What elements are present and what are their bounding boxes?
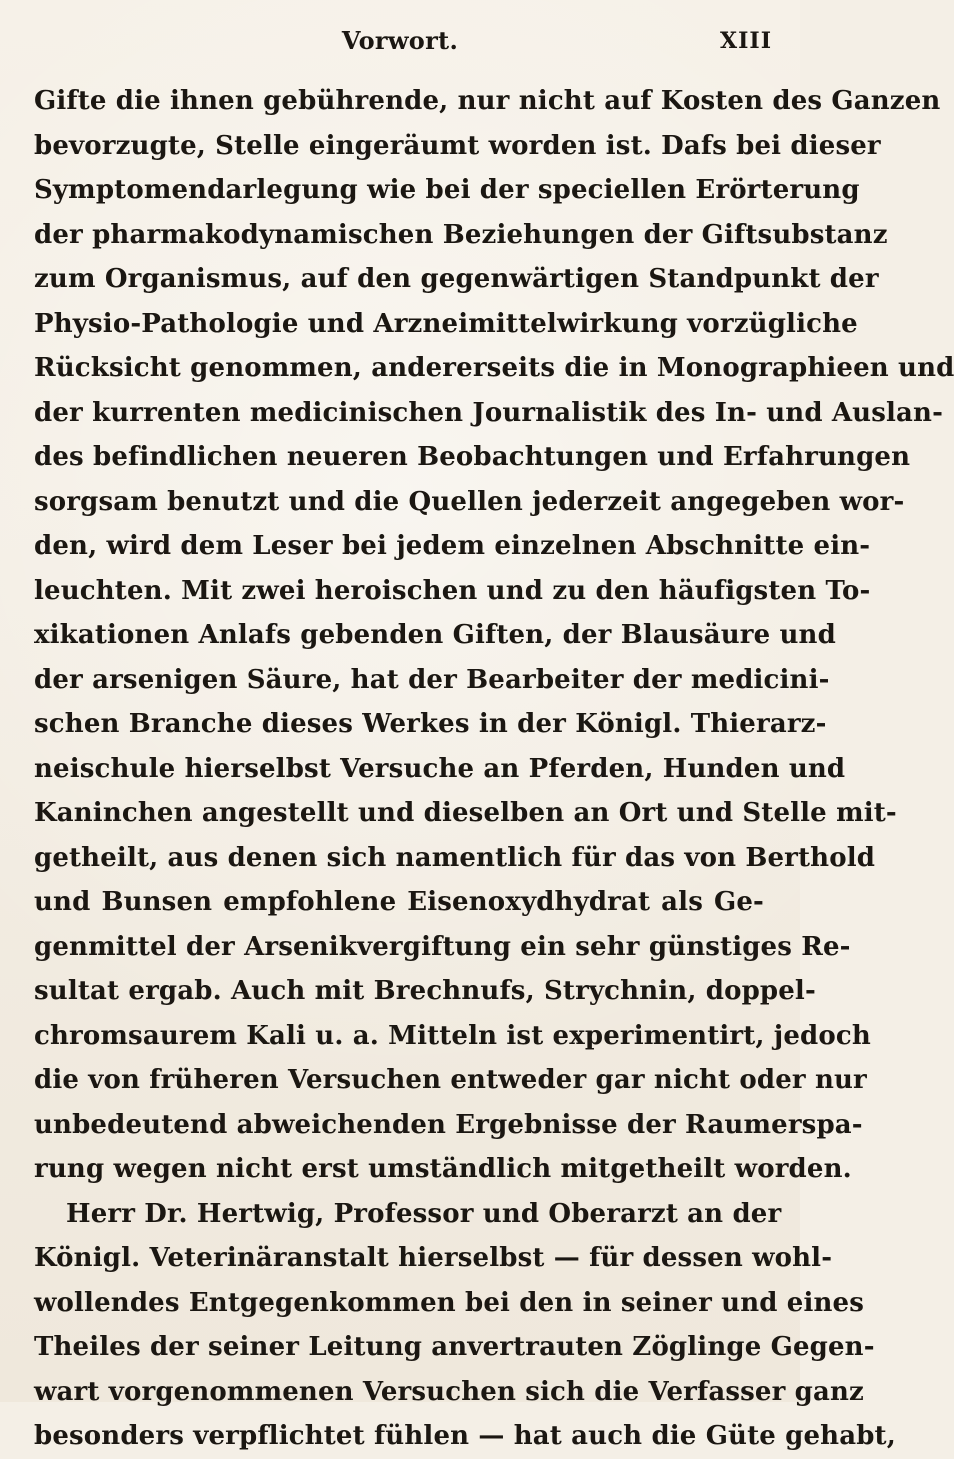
text-line: den, wird dem Leser bei jedem einzelnen Abschnitte ein- [34, 531, 871, 561]
text-line: rung wegen nicht erst umständlich mitgetheilt worden. [34, 1154, 852, 1184]
text-line: Theiles der seiner Leitung anvertrauten Zöglinge Gegen- [34, 1332, 875, 1362]
page-number: XIII [720, 28, 772, 54]
text-line: wollendes Entgegenkommen bei den in seiner und eines [34, 1287, 865, 1318]
text-line: Gifte die ihnen gebührende, nur nicht auf Kosten des Ganzen [34, 86, 941, 116]
text-line: besonders verpflichtet fühlen — hat auch die Güte gehabt, [34, 1421, 896, 1451]
running-title: Vorwort. [341, 26, 459, 55]
text-line: des befindlichen neueren Beobachtungen und Erfahrungen [34, 442, 911, 472]
text-line: Königl. Veterinäranstalt hierselbst — für dessen wohl- [34, 1243, 833, 1273]
text-line: chromsaurem Kali u. a. Mitteln ist experimentirt, jedoch [34, 1020, 871, 1051]
text-line: der kurrenten medicinischen Journalistik des In- und Auslan- [34, 397, 944, 428]
text-line: Herr Dr. Hertwig, Professor und Oberarzt an der [66, 1198, 782, 1229]
running-head [0, 26, 800, 66]
text-line: Physio-Pathologie und Arzneimittelwirkung vorzügliche [34, 308, 858, 339]
text-line: sorgsam benutzt und die Quellen jederzeit angegeben wor- [34, 486, 905, 517]
text-line: Rücksicht genommen, andererseits die in Monographieen und [34, 353, 954, 383]
text-line: unbedeutend abweichenden Ergebnisse der Raumerspa- [34, 1109, 863, 1140]
text-line: xikationen Anlafs gebenden Giften, der Blausäure und [34, 620, 836, 650]
text-line: der arsenigen Säure, hat der Bearbeiter der medicini- [34, 664, 830, 695]
text-line: wart vorgenommenen Versuchen sich die Verfasser ganz [34, 1376, 864, 1407]
text-line: der pharmakodynamischen Beziehungen der Giftsubstanz [34, 219, 888, 250]
text-line: schen Branche dieses Werkes in der Königl. Thierarz- [34, 709, 827, 739]
text-line: leuchten. Mit zwei heroischen und zu den häufigsten To- [34, 575, 871, 606]
body-text [34, 79, 954, 1459]
text-line: neischule hierselbst Versuche an Pferden, Hunden und [34, 753, 846, 784]
text-line: die von früheren Versuchen entweder gar nicht oder nur [34, 1065, 867, 1095]
text-line: und Bunsen empfohlene Eisenoxydhydrat als Ge- [34, 887, 764, 917]
text-line: Symptomendarlegung wie bei der speciellen Erörterung [34, 175, 860, 205]
text-line: sultat ergab. Auch mit Brechnufs, Strychnin, doppel- [34, 976, 816, 1006]
text-line: bevorzugte, Stelle eingeräumt worden ist. Dafs bei dieser [34, 130, 881, 161]
text-line: zum Organismus, auf den gegenwärtigen Standpunkt der [34, 264, 879, 294]
text-line: genmittel der Arsenikvergiftung ein sehr günstiges Re- [34, 931, 851, 962]
text-line: Kaninchen angestellt und dieselben an Ort und Stelle mit- [34, 798, 897, 828]
text-line: getheilt, aus denen sich namentlich für das von Berthold [34, 842, 876, 873]
